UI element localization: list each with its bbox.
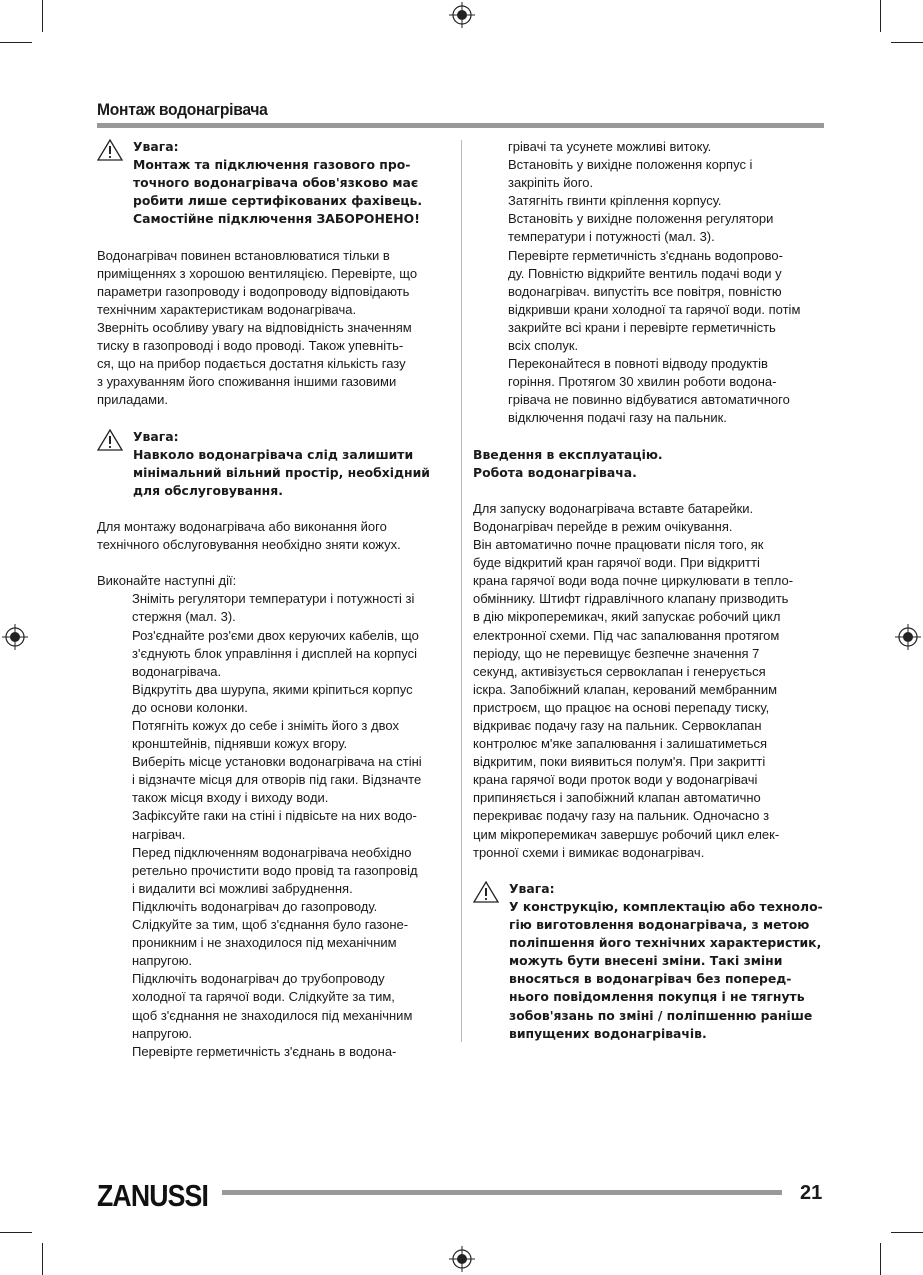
text-line: Для запуску водонагрівача вставте батарейки. — [473, 500, 754, 516]
registration-mark-icon — [2, 624, 28, 650]
text-line: обміннику. Штифт гідравлічного клапану призводить — [473, 591, 789, 607]
text-line: цим мікроперемикач завершує робочий цикл елек- — [473, 826, 780, 842]
section-heading — [473, 446, 825, 482]
warning-line: мінімальний вільний простір, необхідний — [133, 464, 430, 480]
text-line: ся, що на прибор подається достатня кількість газу — [97, 356, 406, 372]
intro-paragraph — [97, 247, 449, 410]
warning-line: можуть бути внесені зміни. Такі зміни — [509, 953, 783, 969]
text-line: припиняється і запобіжний клапан автоматично — [473, 790, 761, 806]
text-line: відключення подачі газу на пальник. — [508, 410, 727, 426]
text-line: горіння. Протягом 30 хвилин роботи водона- — [508, 374, 777, 390]
text-line: напругою. — [132, 1025, 193, 1041]
page-title: Монтаж водонагрівача — [97, 100, 268, 119]
warning-line: робити лише сертифікованих фахівець. — [133, 193, 423, 209]
text-line: всіх сполук. — [508, 338, 579, 354]
warning-line: випущених водонагрівачів. — [509, 1025, 707, 1041]
right-column — [473, 138, 825, 1043]
text-line: Відкрутіть два шурупа, якими кріпиться корпус — [132, 681, 413, 697]
step-item — [473, 192, 825, 210]
text-line: водонагрівач. випустіть все повітря, повністю — [508, 283, 782, 299]
warning-line: поліпшення його технічних характеристик, — [509, 935, 822, 951]
text-line: Слідкуйте за тим, щоб з'єднання було газоне- — [132, 917, 409, 933]
step-item — [473, 355, 825, 427]
text-line: в дію мікроперемикач, який запускає робочий цикл — [473, 609, 781, 625]
step-item — [473, 138, 825, 156]
step-item — [97, 590, 449, 626]
text-line: буде відкритий кран гарячої води. При відкритті — [473, 555, 760, 571]
text-line: напругою. — [132, 953, 193, 969]
operation-paragraph — [473, 500, 825, 862]
text-line: Роз'єднайте роз'єми двох керуючих кабелів, що — [132, 627, 419, 643]
step-item — [97, 898, 449, 970]
step-list — [473, 138, 825, 428]
text-line: іскра. Запобіжний клапан, керований мембранним — [473, 681, 778, 697]
text-line: Встановіть у вихідне положення корпус і — [508, 157, 753, 173]
text-line: водонагрівача. — [132, 663, 222, 679]
text-line: проникним і не знаходилося під механічним — [132, 935, 397, 951]
warning-triangle-icon — [97, 429, 123, 451]
text-line: Виберіть місце установки водонагрівача на стіні — [132, 754, 422, 770]
warning-title: Увага: — [509, 880, 555, 896]
text-line: пристроєм, що працює на основі перепаду тиску, — [473, 699, 770, 715]
crop-mark — [42, 1243, 43, 1275]
text-line: Перед підключенням водонагрівача необхідно — [132, 844, 412, 860]
crop-mark — [0, 42, 32, 43]
text-line: Введення в експлуатацію. — [473, 446, 663, 462]
text-line: Перевірте герметичність з'єднань в водона- — [132, 1043, 397, 1059]
text-line: приладами. — [97, 392, 168, 408]
text-line: і видалити всі можливі забруднення. — [132, 880, 353, 896]
text-line: Для монтажу водонагрівача або виконання його — [97, 518, 387, 534]
step-list — [97, 590, 449, 1060]
registration-mark-icon — [895, 624, 921, 650]
left-column — [97, 138, 449, 1061]
step-item — [97, 807, 449, 843]
text-line: ду. Повністю відкрийте вентиль подачі води у — [508, 265, 782, 281]
text-line: і відзначте місця для отворів під гаки. Відзначте — [132, 772, 422, 788]
page-number: 21 — [800, 1182, 823, 1204]
text-line: Підключіть водонагрівач до газопроводу. — [132, 898, 378, 914]
crop-mark — [891, 42, 923, 43]
warning-block — [97, 138, 449, 228]
text-line: технічного обслуговування необхідно зняти кожух. — [97, 537, 401, 553]
warning-triangle-icon — [473, 881, 499, 903]
text-line: грівача не повинно відбуватися автоматичного — [508, 392, 790, 408]
footer-rule — [222, 1190, 782, 1195]
text-line: до основи колонки. — [132, 699, 248, 715]
text-line: з урахуванням його споживання іншими газовими — [97, 374, 397, 390]
text-line: щоб з'єднання не знаходилося під механічним — [132, 1007, 413, 1023]
warning-line: вносяться в водонагрівач без поперед- — [509, 971, 792, 987]
registration-mark-icon — [449, 2, 475, 28]
text-line: грівачі та усунете можливі витоку. — [508, 139, 712, 154]
step-item — [97, 970, 449, 1042]
text-line: приміщеннях з хорошою вентиляцією. Перевірте, що — [97, 265, 418, 281]
step-item — [473, 210, 825, 246]
text-line: нагрівач. — [132, 826, 186, 842]
cover-paragraph — [97, 518, 449, 554]
step-item — [97, 753, 449, 807]
text-line: кронштейнів, піднявши кожух вгору. — [132, 736, 348, 752]
text-line: крана гарячої води проток води у водонагрівачі — [473, 772, 758, 788]
warning-line: зобов'язань по зміні / поліпшенню раніше — [509, 1007, 813, 1023]
text-line: параметри газопроводу і водопроводу відповідають — [97, 283, 410, 299]
warning-line: для обслуговування. — [133, 482, 283, 498]
text-line: закрийте всі крани і перевірте герметичність — [508, 319, 776, 335]
text-line: Зніміть регулятори температури і потужності зі — [132, 591, 415, 607]
crop-mark — [891, 1232, 923, 1233]
step-item — [97, 681, 449, 717]
crop-mark — [0, 1232, 32, 1233]
text-line: закріпіть його. — [508, 175, 594, 191]
text-line: тронної схеми і вимикає водонагрівач. — [473, 844, 705, 860]
text-line: тиску в газопроводі і водо проводі. Також упевніть- — [97, 338, 404, 354]
warning-line: точного водонагрівача обов'язково має — [133, 175, 419, 191]
text-line: Переконайтеся в повноті відводу продуктів — [508, 356, 768, 372]
text-line: Затягніть гвинти кріплення корпусу. — [508, 193, 722, 209]
text-line: Водонагрівач перейде в режим очікування. — [473, 518, 733, 534]
text-line: крана гарячої води вода почне циркулювати в тепло- — [473, 573, 794, 589]
warning-block — [97, 428, 449, 500]
text-line: відкриває подачу газу на пальник. Сервоклапан — [473, 718, 762, 733]
text-line: перекриває подачу газу на пальник. Одночасно з — [473, 808, 770, 824]
step-item — [97, 627, 449, 681]
text-line: Зверніть особливу увагу на відповідність значенням — [97, 319, 412, 335]
text-line: Зафіксуйте гаки на стіні і підвісьте на них водо- — [132, 808, 417, 824]
text-line: холодної та гарячої води. Слідкуйте за тим, — [132, 989, 395, 1005]
text-line: відкритим, поки виявиться полум'я. При закритті — [473, 754, 766, 770]
warning-title: Увага: — [133, 428, 179, 444]
title-rule — [97, 123, 824, 128]
text-line: стержня (мал. 3). — [132, 609, 236, 625]
brand-logo: ZANUSSI — [97, 1178, 209, 1213]
text-line: Встановіть у вихідне положення регулятори — [508, 211, 774, 227]
warning-line: У конструкцію, комплектацію або техноло- — [509, 898, 823, 914]
text-line: з'єднують блок управління і дисплей на корпусі — [132, 645, 418, 661]
crop-mark — [880, 0, 881, 32]
warning-title: Увага: — [133, 139, 179, 154]
crop-mark — [42, 0, 43, 32]
step-item — [97, 1043, 449, 1061]
steps-intro: Виконайте наступні дії: — [97, 573, 237, 589]
text-line: Підключіть водонагрівач до трубопроводу — [132, 971, 385, 987]
warning-block — [473, 880, 825, 1043]
warning-line: Самостійне підключення ЗАБОРОНЕНО! — [133, 211, 420, 227]
warning-line: Монтаж та підключення газового про- — [133, 157, 411, 173]
text-line: відкривши крани холодної та гарячої води. потім — [508, 301, 801, 317]
warning-line: нього повідомлення покупця і не тягнуть — [509, 989, 805, 1005]
step-item — [97, 844, 449, 898]
text-line: контролює м'яке запалювання і залишатиметься — [473, 736, 768, 752]
text-line: також місця входу і виходу води. — [132, 790, 329, 806]
text-line: ретельно прочистити водо провід та газопровід — [132, 862, 418, 878]
text-line: температури і потужності (мал. 3). — [508, 229, 715, 245]
warning-line: Навколо водонагрівача слід залишити — [133, 446, 414, 462]
step-item — [473, 247, 825, 356]
text-line: технічним характеристикам водонагрівача. — [97, 301, 357, 317]
text-line: секунд, активізується сервоклапан і генерується — [473, 663, 766, 679]
step-item — [97, 717, 449, 753]
warning-line: гію виготовлення водонагрівача, з метою — [509, 917, 810, 933]
crop-mark — [880, 1243, 881, 1275]
column-divider — [461, 140, 462, 1042]
text-line: Він автоматично почне працювати після того, як — [473, 537, 764, 553]
text-line: періоду, що не перевищує безпечне значення 7 — [473, 645, 760, 661]
warning-triangle-icon — [97, 139, 123, 161]
text-line: електронної схеми. Під час запалювання протягом — [473, 627, 780, 643]
text-line: Потягніть кожух до себе і зніміть його з двох — [132, 718, 399, 733]
text-line: Водонагрівач повинен встановлюватися тільки в — [97, 247, 390, 263]
text-line: Перевірте герметичність з'єднань водопрово- — [508, 247, 783, 263]
text-line: Робота водонагрівача. — [473, 464, 637, 480]
registration-mark-icon — [449, 1246, 475, 1272]
step-item — [473, 156, 825, 192]
